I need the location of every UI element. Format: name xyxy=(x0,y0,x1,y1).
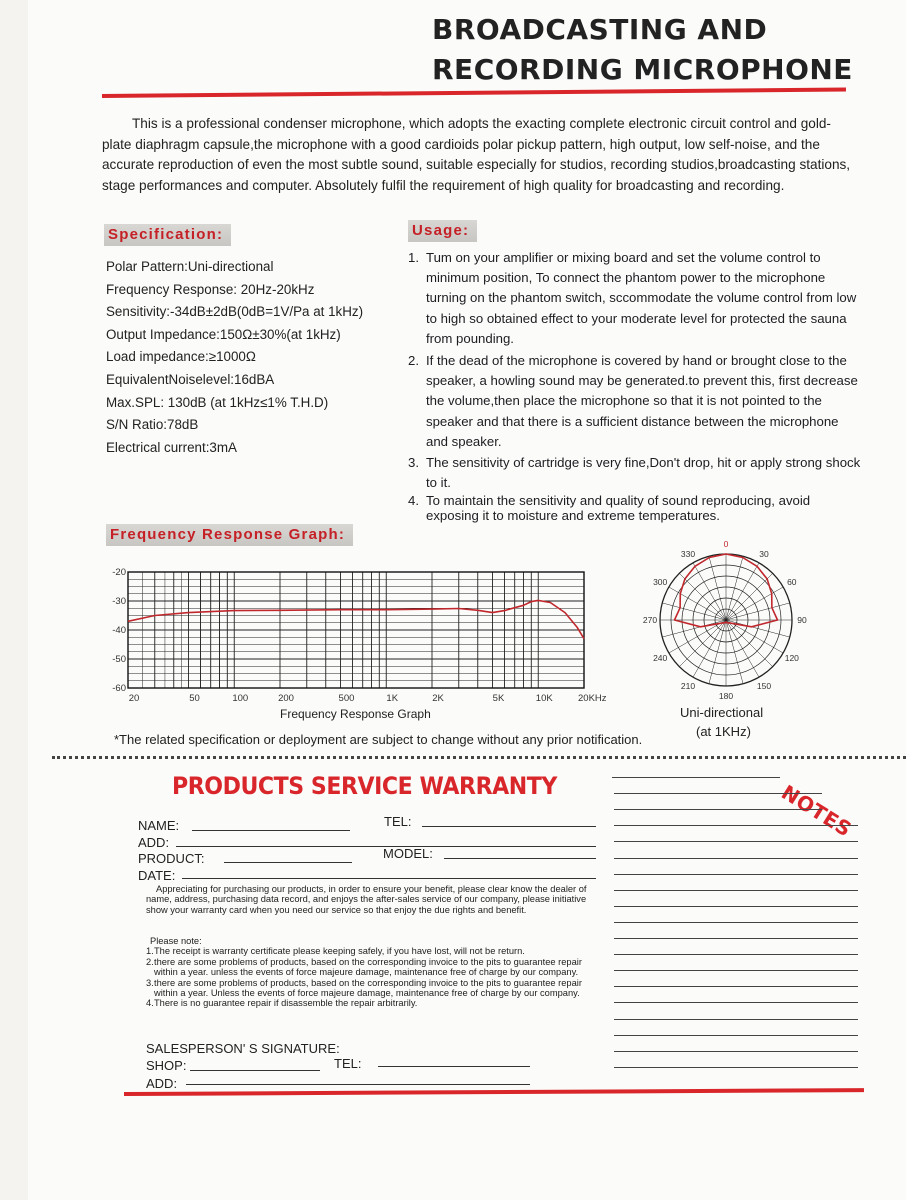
warranty-note-item xyxy=(146,978,598,999)
spec-item: EquivalentNoiselevel:16dBA xyxy=(106,371,275,387)
notes-line[interactable] xyxy=(614,906,858,907)
tel-field-line xyxy=(422,826,596,827)
notes-line[interactable] xyxy=(614,841,858,842)
notes-line[interactable] xyxy=(614,922,858,923)
cut-line xyxy=(52,756,906,759)
warranty-note-item xyxy=(146,946,598,956)
frequency-response-chart xyxy=(108,566,607,716)
date-label: DATE: xyxy=(138,868,176,883)
polar-spoke xyxy=(679,573,726,620)
polar-pattern-chart xyxy=(630,540,826,706)
polar-angle-label: 300 xyxy=(653,577,668,587)
polar-spoke xyxy=(669,620,726,653)
x-tick-label: 500 xyxy=(338,693,355,704)
notes-line[interactable] xyxy=(614,825,858,826)
notes-line[interactable] xyxy=(614,890,858,891)
usage-item-number: 2. xyxy=(408,353,419,369)
spec-item: Frequency Response: 20Hz-20kHz xyxy=(106,281,315,297)
polar-angle-label: 60 xyxy=(787,577,797,587)
product-label: PRODUCT: xyxy=(138,851,205,866)
add-label: ADD: xyxy=(138,835,170,850)
frequency-graph-heading: Frequency Response Graph: xyxy=(106,524,353,546)
product-field-line xyxy=(224,862,352,863)
warranty-note-number: 4. xyxy=(146,998,154,1009)
x-tick-label: 5K xyxy=(492,693,505,704)
spec-item: S/N Ratio:78dB xyxy=(106,417,199,433)
response-line xyxy=(128,600,584,638)
polar-caption-1: Uni-directional xyxy=(680,705,764,720)
polar-angle-label: 210 xyxy=(680,680,696,691)
warranty-note-number: 1. xyxy=(146,946,154,957)
x-tick-label: 10K xyxy=(535,693,553,704)
notes-line[interactable] xyxy=(614,874,858,875)
warranty-note-text: The receipt is warranty certificate please keeping safely, if you have lost, will not be return. xyxy=(154,946,525,957)
notes-line[interactable] xyxy=(614,1051,858,1052)
usage-item xyxy=(408,248,864,349)
usage-item-text: The sensitivity of cartridge is very fine,Don't drop, hit or apply strong shock to it. xyxy=(426,455,861,491)
page-title xyxy=(432,10,853,90)
please-note-label: Please note: xyxy=(150,936,202,946)
notes-line[interactable] xyxy=(614,793,822,794)
intro-text: This is a professional condenser microphone, which adopts the exacting complete electronic circuit control and gold-plate diaphragm capsule,the microphone with a good cardioids polar pickup pattern, high output, low self-noise, and the accurate reproduction of even the most subtle sound, suitable especially for studios, recording studios,broadcasting stations, stage performances and computer. Absolutely fulfil the requirement of high quality for broadcasting and recording. xyxy=(102,116,851,193)
polar-angle-label: 120 xyxy=(784,653,799,663)
model-field-line xyxy=(444,858,596,859)
notes-line[interactable] xyxy=(614,1067,858,1068)
specification-heading: Specification: xyxy=(104,224,231,246)
notes-line[interactable] xyxy=(614,954,858,955)
polar-spoke xyxy=(693,563,726,620)
warranty-note-text: there are some problems of products, based on the corresponding invoice to the pits to guarantee repair within a year. unless the events of force majeure damage, maintenance free of charge by our company. xyxy=(154,956,582,978)
spec-item: Output Impedance:150Ω±30%(at 1kHz) xyxy=(106,326,341,342)
warranty-notes xyxy=(146,936,598,1009)
notes-line[interactable] xyxy=(614,1019,858,1020)
usage-item xyxy=(408,351,864,452)
y-tick-label: -60 xyxy=(112,683,126,694)
title-line-1: BROADCASTING AND xyxy=(432,13,768,46)
x-tick-label: 2K xyxy=(432,693,444,704)
polar-spoke xyxy=(726,620,783,653)
x-tick-label: 100 xyxy=(232,693,249,704)
salesperson-signature-label: SALESPERSON' S SIGNATURE: xyxy=(146,1041,340,1056)
y-tick-label: -40 xyxy=(112,625,126,636)
notes-line[interactable] xyxy=(614,938,858,939)
usage-item-number: 1. xyxy=(408,250,419,265)
usage-list xyxy=(408,248,864,523)
title-line-2: RECORDING MICROPHONE xyxy=(432,53,853,86)
polar-spoke xyxy=(726,620,759,677)
x-tick-label: 20 xyxy=(128,693,140,704)
usage-item-number: 4. xyxy=(408,493,419,509)
x-tick-label: 200 xyxy=(278,693,294,704)
name-field-line xyxy=(192,830,350,831)
polar-spoke xyxy=(693,620,726,677)
x-tick-label: 20KHz xyxy=(578,693,607,704)
shop-label: SHOP: xyxy=(146,1058,187,1073)
shop-add-field-line xyxy=(186,1084,530,1085)
polar-angle-label: 30 xyxy=(759,549,769,560)
usage-item-text: To maintain the sensitivity and quality of sound reproducing, avoid exposing it to moisture and extreme temperatures. xyxy=(426,493,811,524)
polar-angle-label: 90 xyxy=(797,615,807,625)
warranty-note-item xyxy=(146,998,598,1008)
x-tick-label: 50 xyxy=(189,693,200,704)
notes-heading: NOTES xyxy=(777,780,857,842)
tel-label: TEL: xyxy=(384,814,412,829)
y-tick-label: -20 xyxy=(112,567,126,578)
warranty-paragraph-text: Appreciating for purchasing our products, in order to ensure your benefit, please clear know the dealer of name, address, purchasing data record, and enjoys the after-sales service of our company, please initiative show your warranty card when you need our service so that enjoy the due rights and benefit. xyxy=(146,884,587,915)
notes-line[interactable] xyxy=(614,809,822,810)
specification-list xyxy=(106,256,406,459)
shop-tel-label: TEL: xyxy=(334,1056,362,1071)
notes-line[interactable] xyxy=(614,986,858,987)
shop-tel-field-line xyxy=(378,1066,530,1067)
polar-angle-label: 240 xyxy=(653,653,668,663)
spec-item: Polar Pattern:Uni-directional xyxy=(106,259,274,274)
notice-text: *The related specification or deployment are subject to change without any prior notification. xyxy=(114,732,643,747)
usage-item-number: 3. xyxy=(408,455,419,471)
usage-heading: Usage: xyxy=(408,220,477,242)
polar-caption-2: (at 1KHz) xyxy=(696,724,751,739)
polar-angle-label: 150 xyxy=(756,680,772,691)
y-tick-label: -30 xyxy=(112,596,126,607)
x-tick-label: 1K xyxy=(386,693,399,704)
spec-item: Load impedance:≥1000Ω xyxy=(106,349,256,365)
warranty-note-number: 3. xyxy=(146,977,154,988)
date-field-line xyxy=(182,878,596,879)
spec-item: Max.SPL: 130dB (at 1kHz≤1% T.H.D) xyxy=(106,394,329,410)
intro-paragraph xyxy=(102,114,858,196)
warranty-note-text: There is no guarantee repair if disassemble the repair arbitrarily. xyxy=(154,998,418,1009)
shop-field-line xyxy=(190,1070,320,1071)
y-tick-label: -50 xyxy=(112,654,126,665)
notes-line[interactable] xyxy=(612,777,780,778)
frequency-graph-caption: Frequency Response Graph xyxy=(280,707,431,721)
model-label: MODEL: xyxy=(383,846,433,861)
usage-item xyxy=(408,453,864,493)
warranty-note-item xyxy=(146,957,598,978)
shop-add-label: ADD: xyxy=(146,1076,178,1091)
polar-angle-label: 180 xyxy=(718,691,734,701)
polar-angle-label: 0 xyxy=(723,539,729,549)
usage-item xyxy=(408,493,864,523)
notes-line[interactable] xyxy=(614,970,858,971)
notes-line[interactable] xyxy=(614,858,858,859)
usage-item-text: Tum on your amplifier or mixing board and set the volume control to minimum position, To connect the phantom power to the microphone turning on the phantom switch, sccommodate the volume control from low to high so obtained effect to your moderate level for protected the sauna from pounding. xyxy=(426,250,857,346)
spec-item: Sensitivity:-34dB±2dB(0dB=1V/Pa at 1kHz) xyxy=(106,304,364,320)
warranty-note-text: there are some problems of products, based on the corresponding invoice to the pits to guarantee repair within a year. Unless the events of force majeure damage, maintenance free of charge by our company. xyxy=(154,977,582,999)
polar-spoke xyxy=(726,573,773,620)
usage-item-text: If the dead of the microphone is covered by hand or brought close to the speaker, a howling sound may be generated.to prevent this, first decrease the volume,then place the microphone so that it is not pointed to the speaker and that there is a sufficient distance between the microphone and speaker. xyxy=(426,353,858,449)
polar-spoke xyxy=(726,563,759,620)
spec-item: Electrical current:3mA xyxy=(106,439,237,455)
warranty-paragraph xyxy=(146,884,598,915)
notes-line[interactable] xyxy=(614,1035,858,1036)
warranty-note-number: 2. xyxy=(146,956,154,967)
warranty-title: PRODUCTS SERVICE WARRANTY xyxy=(172,772,557,800)
name-label: NAME: xyxy=(138,818,180,833)
polar-angle-label: 270 xyxy=(642,615,658,625)
notes-line[interactable] xyxy=(614,1002,858,1003)
polar-angle-label: 330 xyxy=(680,549,696,560)
